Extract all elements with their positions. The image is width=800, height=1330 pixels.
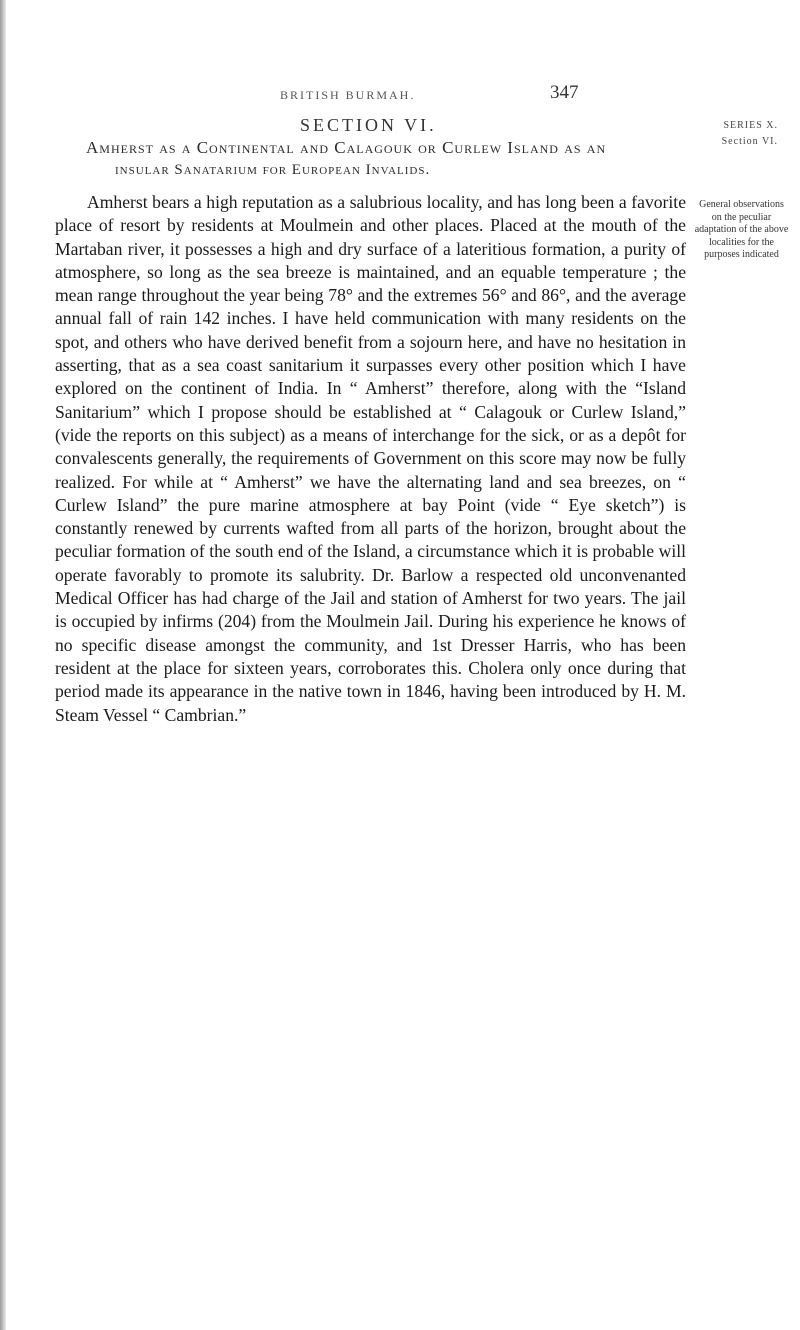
- section-heading: SECTION VI.: [300, 115, 437, 135]
- page-edge-shadow: [0, 0, 6, 1330]
- section-title-line-1: Amherst as a Continental and Calagouk or Curlew Island as an: [86, 138, 607, 157]
- running-head: BRITISH BURMAH.: [280, 88, 416, 102]
- margin-series-label: SERIES X.: [723, 120, 778, 131]
- body-text: [55, 191, 686, 727]
- margin-side-note: General observations on the peculiar adaptation of the above localities for the purposes indicated: [694, 199, 789, 260]
- margin-section-label: Section VI.: [721, 136, 778, 147]
- page-number: 347: [550, 82, 579, 103]
- section-title-line-2: insular Sanatarium for European Invalids.: [115, 162, 431, 178]
- body-paragraph: Amherst bears a high reputation as a salubrious locality, and has long been a favorite place of resort by residents at Moulmein and other places. Placed at the mouth of the Martaban river, it possesses a high and dry surface of a lateritious formation, a purity of atmosphere, so long as the sea breeze is maintained, and an equable temperature ; the mean range throughout the year being 78° and the extremes 56° and 86°, and the average annual fall of rain 142 inches. I have held communication with many residents on the spot, and others who have derived benefit from a sojourn here, and have no hesitation in asserting, that as a sea coast sanitarium it surpasses every other position which I have explored on the continent of India. In “ Amherst” therefore, along with the “Island Sanitarium” which I propose should be established at “ Calagouk or Curlew Island,” (vide the reports on this subject) as a means of interchange for the sick, or as a depôt for convalescents generally, the requirements of Government on this score may now be fully realized. For while at “ Amherst” we have the alternating land and sea breezes, on “ Curlew Island” the pure marine atmosphere at bay Point (vide “ Eye sketch”) is constantly renewed by currents wafted from all parts of the horizon, brought about the peculiar formation of the south end of the Island, a circumstance which it is probable will operate favorably to promote its salubrity. Dr. Barlow a respected old unconvenanted Medical Officer has had charge of the Jail and station of Amherst for two years. The jail is occupied by infirms (204) from the Moulmein Jail. During his experience he knows of no specific disease amongst the community, and 1st Dresser Harris, who has been resident at the place for sixteen years, corroborates this. Cholera only once during that period made its appearance in the native town in 1846, having been introduced by H. M. Steam Vessel “ Cambrian.”: [55, 192, 686, 725]
- page-header: [280, 82, 660, 106]
